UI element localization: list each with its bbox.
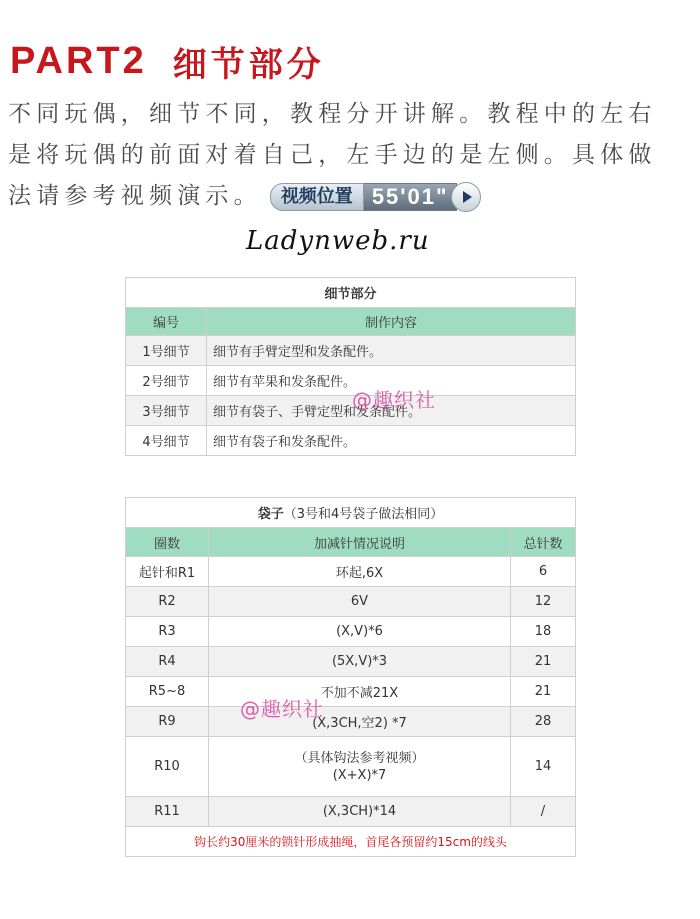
row-total: 28 [511, 707, 576, 737]
part-label: PART2 [10, 39, 147, 82]
video-timestamp: 55'01" [364, 183, 458, 211]
table-row [126, 617, 576, 647]
column-header-desc: 加减针情况说明 [209, 528, 511, 557]
row-total: 21 [511, 677, 576, 707]
row-id: 2号细节 [126, 366, 207, 396]
row-desc: (X,3CH)*14 [209, 797, 511, 827]
row-round: R4 [126, 647, 209, 677]
section-heading: 细节部分 [172, 44, 325, 85]
column-header-id: 编号 [126, 308, 207, 336]
table-row [126, 737, 576, 797]
row-round: R2 [126, 587, 209, 617]
row-id: 3号细节 [126, 396, 207, 426]
details-table-header [126, 308, 576, 336]
intro-line-3-text: 法请参考视频演示。 [8, 183, 262, 209]
row-round: R11 [126, 797, 209, 827]
row-desc: (X,3CH,空2) *7 [209, 707, 511, 737]
row-id: 1号细节 [126, 336, 207, 366]
row-desc: 环起,6X [209, 557, 511, 587]
site-watermark: Ladynweb.ru [246, 226, 430, 256]
row-desc: (X,V)*6 [209, 617, 511, 647]
bag-table [125, 497, 576, 857]
table-row [126, 647, 576, 677]
table-row [126, 396, 576, 426]
bag-table-note-row [126, 827, 576, 857]
row-content: 细节有袋子、手臂定型和发条配件。 [207, 396, 576, 426]
row-total: 18 [511, 617, 576, 647]
play-icon[interactable] [451, 182, 481, 212]
video-position-label: 视频位置 [270, 183, 364, 211]
bag-table-header [126, 528, 576, 557]
row-total: / [511, 797, 576, 827]
table-row [126, 557, 576, 587]
row-content: 细节有手臂定型和发条配件。 [207, 336, 576, 366]
row-total: 21 [511, 647, 576, 677]
table-row [126, 677, 576, 707]
table-row [126, 426, 576, 456]
section-title [10, 38, 325, 84]
bag-table-note: 钩长约30厘米的锁针形成抽绳，首尾各预留约15cm的线头 [126, 827, 576, 857]
bag-table-title-row [126, 498, 576, 528]
row-desc-line-1: （具体钩法参考视频） [294, 750, 425, 766]
row-content: 细节有袋子和发条配件。 [207, 426, 576, 456]
row-round: R5~8 [126, 677, 209, 707]
video-position-badge[interactable] [270, 183, 482, 211]
intro-line-2: 是将玩偶的前面对着自己，左手边的是左侧。具体做 [8, 142, 657, 168]
bag-table-title-cell [126, 498, 576, 528]
row-round: R9 [126, 707, 209, 737]
table-row [126, 366, 576, 396]
column-header-round: 圈数 [126, 528, 209, 557]
column-header-total: 总针数 [511, 528, 576, 557]
row-desc [209, 737, 511, 797]
column-header-content: 制作内容 [207, 308, 576, 336]
table-row [126, 587, 576, 617]
intro-line-1: 不同玩偶，细节不同，教程分开讲解。教程中的左右 [8, 101, 657, 127]
details-table-title-row [126, 278, 576, 308]
row-round: R10 [126, 737, 209, 797]
table-row [126, 336, 576, 366]
row-id: 4号细节 [126, 426, 207, 456]
social-watermark: @趣织社 [240, 697, 324, 721]
row-total: 12 [511, 587, 576, 617]
social-watermark: @趣织社 [352, 388, 436, 412]
row-round: R3 [126, 617, 209, 647]
details-table [125, 277, 576, 456]
row-desc: 6V [209, 587, 511, 617]
row-content: 细节有苹果和发条配件。 [207, 366, 576, 396]
row-round: 起针和R1 [126, 557, 209, 587]
intro-line-3 [8, 176, 692, 217]
intro-paragraph [8, 94, 692, 217]
table-row [126, 797, 576, 827]
bag-table-subtitle: （3号和4号袋子做法相同） [283, 507, 444, 522]
details-table-title: 细节部分 [126, 278, 576, 308]
row-desc: 不加不减21X [209, 677, 511, 707]
row-desc: (5X,V)*3 [209, 647, 511, 677]
table-row [126, 707, 576, 737]
row-desc-line-2: (X+X)*7 [332, 767, 387, 783]
row-total: 6 [511, 557, 576, 587]
row-total: 14 [511, 737, 576, 797]
bag-table-title: 袋子 [257, 507, 284, 522]
